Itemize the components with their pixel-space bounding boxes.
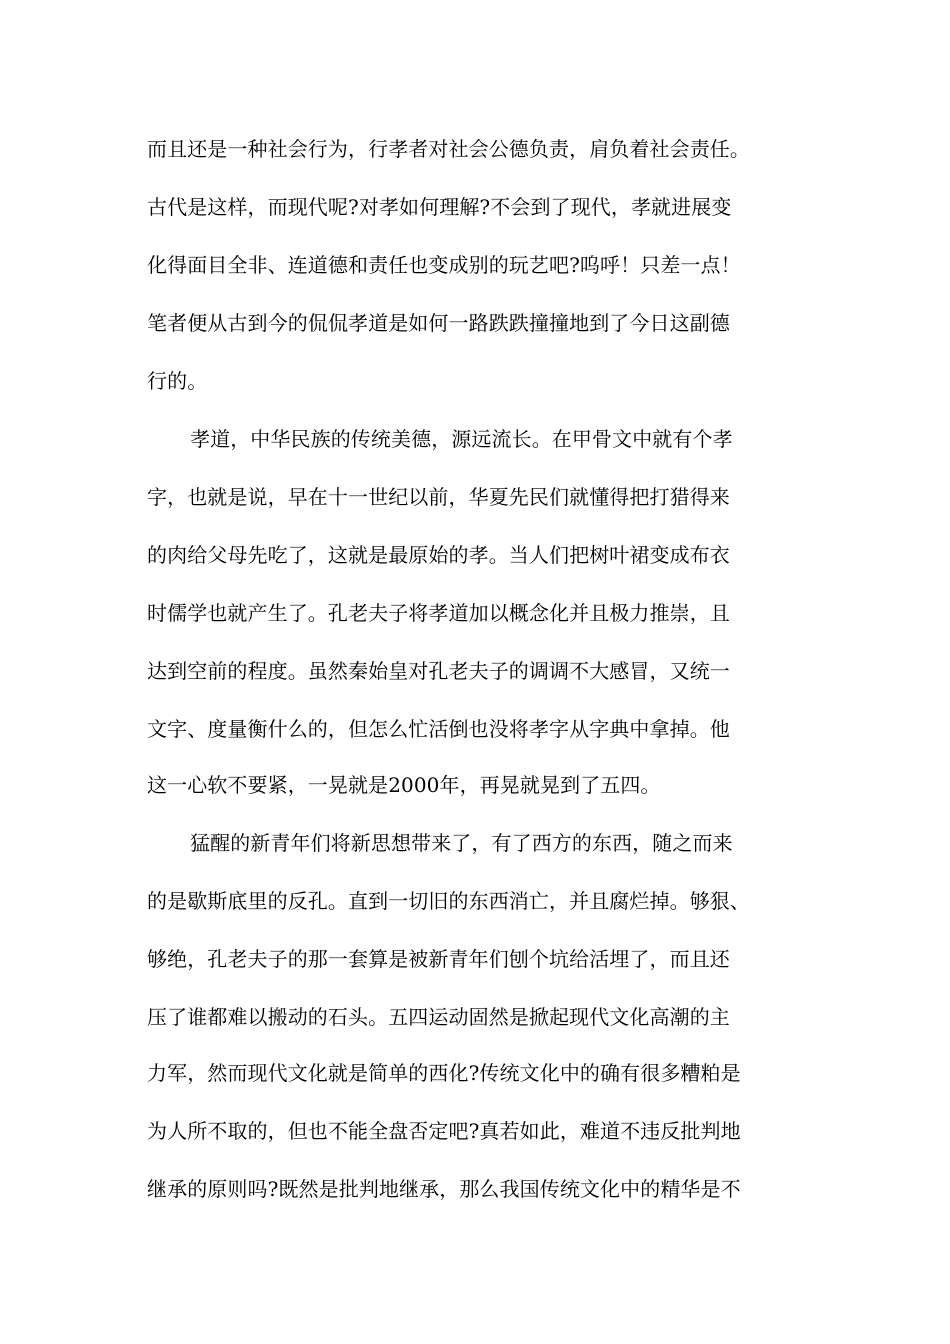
- text-line: 为人所不取的，但也不能全盘否定吧?真若如此，难道不违反批判地: [147, 1119, 741, 1143]
- text-line: 这一心软不要紧，一晃就是2000年，再晃就晃到了五四。: [147, 773, 661, 797]
- text-line: 字，也就是说，早在十一世纪以前，华夏先民们就懂得把打猎得来: [147, 485, 730, 509]
- text-line: 古代是这样，而现代呢?对孝如何理解?不会到了现代，孝就进展变: [147, 195, 732, 219]
- text-line: 而且还是一种社会行为，行孝者对社会公德负责，肩负着社会责任。: [147, 137, 750, 161]
- paragraph-first-line: 猛醒的新青年们将新思想带来了，有了西方的东西，随之而来: [190, 831, 733, 855]
- text-line: 压了谁都难以搬动的石头。五四运动固然是掀起现代文化高潮的主: [147, 1005, 730, 1029]
- text-line: 的是歇斯底里的反孔。直到一切旧的东西消亡，并且腐烂掉。够狠、: [147, 889, 750, 913]
- text-line: 笔者便从古到今的侃侃孝道是如何一路跌跌撞撞地到了今日这副德: [147, 311, 730, 335]
- text-line: 力军，然而现代文化就是简单的西化?传统文化中的确有很多糟粕是: [147, 1061, 741, 1085]
- text-line: 够绝，孔老夫子的那一套算是被新青年们刨个坑给活埋了，而且还: [147, 947, 730, 971]
- text-line: 时儒学也就产生了。孔老夫子将孝道加以概念化并且极力推崇，且: [147, 601, 730, 625]
- text-line: 继承的原则吗?既然是批判地继承，那么我国传统文化中的精华是不: [147, 1177, 741, 1201]
- text-line: 行的。: [147, 369, 208, 393]
- text-line: 的肉给父母先吃了，这就是最原始的孝。当人们把树叶裙变成布衣: [147, 543, 730, 567]
- text-line: 达到空前的程度。虽然秦始皇对孔老夫子的调调不大感冒，又统一: [147, 659, 730, 683]
- text-line: 文字、度量衡什么的，但怎么忙活倒也没将孝字从字典中拿掉。他: [147, 717, 730, 741]
- text-line: 化得面目全非、连道德和责任也变成别的玩艺吧?呜呼！只差一点！: [147, 253, 741, 277]
- paragraph-first-line: 孝道，中华民族的传统美德，源远流长。在甲骨文中就有个孝: [190, 427, 733, 451]
